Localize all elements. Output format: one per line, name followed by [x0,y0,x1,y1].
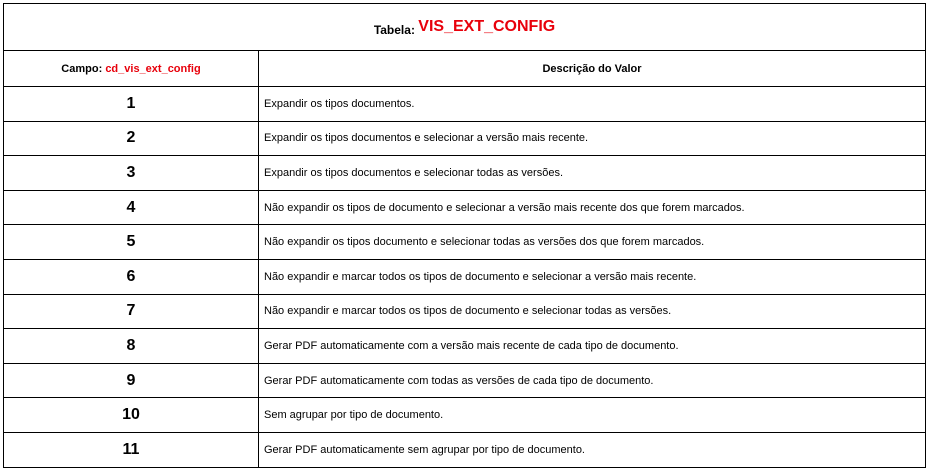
value-code: 7 [4,294,259,329]
value-code: 4 [4,190,259,225]
table-title [4,4,926,51]
value-code: 11 [4,432,259,467]
header-field-name: cd_vis_ext_config [105,62,201,75]
value-code: 6 [4,259,259,294]
table-row [4,225,926,260]
header-row [4,51,926,87]
table-row [4,121,926,156]
table-row [4,87,926,122]
table-title-label: Tabela: [373,23,415,37]
header-description: Descrição do Valor [259,51,926,87]
value-code: 1 [4,87,259,122]
table-row [4,190,926,225]
table-title-name: VIS_EXT_CONFIG [418,18,556,35]
value-description: Gerar PDF automaticamente com a versão mais recente de cada tipo de documento. [259,329,926,364]
value-description: Gerar PDF automaticamente com todas as versões de cada tipo de documento. [259,363,926,398]
table-row [4,398,926,433]
table-row [4,294,926,329]
table-row [4,432,926,467]
title-row [4,4,926,51]
value-code: 5 [4,225,259,260]
table-row [4,156,926,191]
value-code: 10 [4,398,259,433]
value-code: 9 [4,363,259,398]
value-code: 3 [4,156,259,191]
value-description: Gerar PDF automaticamente sem agrupar por tipo de documento. [259,432,926,467]
config-table [3,3,926,468]
value-description: Não expandir os tipos documento e selecionar todas as versões dos que forem marcados. [259,225,926,260]
table-row [4,259,926,294]
value-description: Não expandir e marcar todos os tipos de documento e selecionar a versão mais recente. [259,259,926,294]
value-code: 8 [4,329,259,364]
value-code: 2 [4,121,259,156]
value-description: Expandir os tipos documentos e selecionar a versão mais recente. [259,121,926,156]
value-description: Expandir os tipos documentos. [259,87,926,122]
header-field [4,51,259,87]
config-table-container [3,3,926,468]
value-description: Expandir os tipos documentos e selecionar todas as versões. [259,156,926,191]
header-field-label: Campo: [61,62,103,75]
value-description: Não expandir e marcar todos os tipos de documento e selecionar todas as versões. [259,294,926,329]
value-description: Não expandir os tipos de documento e selecionar a versão mais recente dos que forem marcados. [259,190,926,225]
table-row [4,329,926,364]
table-row [4,363,926,398]
value-description: Sem agrupar por tipo de documento. [259,398,926,433]
